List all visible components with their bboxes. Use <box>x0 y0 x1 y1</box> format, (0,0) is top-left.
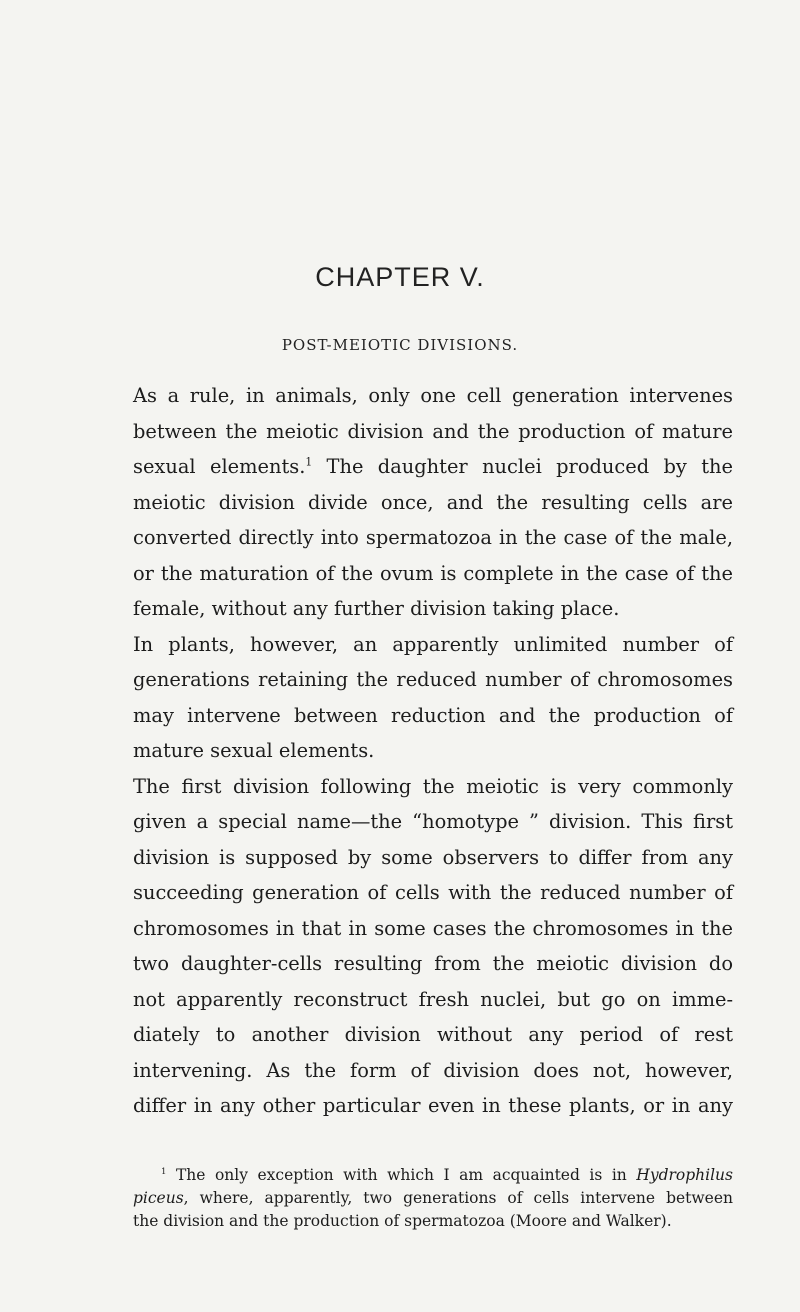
text-line: In plants, however, an apparently unlimited number of <box>133 632 733 656</box>
text-line: division is supposed by some observers to differ from any <box>133 845 733 869</box>
text-line: generations retaining the reduced number of chromosomes <box>133 668 733 691</box>
text-line: diately to another division without any period of rest <box>133 1023 733 1046</box>
footnote-line <box>133 1187 733 1210</box>
species-name: Hydrophilus <box>636 1166 733 1184</box>
footnote-reference: 1 <box>305 455 313 469</box>
text-line: differ in any other particular even in these plants, or in any <box>133 1094 733 1117</box>
footnote-line <box>133 1164 733 1187</box>
footnote <box>133 1164 733 1233</box>
text-segment: The daughter nuclei produced by the <box>326 455 733 478</box>
text-line: meiotic division divide once, and the resulting cells are <box>133 490 733 514</box>
text-line: converted directly into spermatozoa in the case of the male, <box>133 526 733 549</box>
text-line: mature sexual elements. <box>133 739 375 762</box>
text-line: female, without any further division taking place. <box>133 597 620 620</box>
species-name: piceus <box>133 1189 184 1207</box>
text-line: chromosomes in that in some cases the chromosomes in the <box>133 916 733 940</box>
chapter-subtitle: POST-MEIOTIC DIVISIONS. <box>281 336 519 354</box>
body-text <box>133 378 733 1124</box>
text-line: may intervene between reduction and the production of <box>133 703 733 727</box>
text-line: intervening. As the form of division does not, however, <box>133 1058 733 1082</box>
text-segment: The only exception with which I am acquainted is in <box>175 1166 627 1184</box>
text-line: between the meiotic division and the production of mature <box>133 419 733 443</box>
text-line <box>133 449 733 485</box>
text-line: As a rule, in animals, only one cell generation intervenes <box>133 384 733 407</box>
text-line: two daughter-cells resulting from the meiotic division do <box>133 952 733 975</box>
text-line: not apparently reconstruct fresh nuclei, but go on imme- <box>133 987 733 1011</box>
text-line: given a special name—the “homotype ” division. This first <box>133 810 733 833</box>
footnote-line: the division and the production of spermatozoa (Moore and Walker). <box>133 1212 672 1230</box>
text-line: or the maturation of the ovum is complete in the case of the <box>133 561 733 585</box>
footnote-marker: 1 <box>161 1166 167 1177</box>
text-line: succeeding generation of cells with the reduced number of <box>133 881 733 904</box>
text-segment: , where, apparently, two generations of cells intervene between <box>183 1189 733 1207</box>
chapter-heading: CHAPTER V. <box>315 262 485 292</box>
text-segment: sexual elements. <box>133 455 306 478</box>
text-line: The first division following the meiotic is very commonly <box>133 774 733 798</box>
